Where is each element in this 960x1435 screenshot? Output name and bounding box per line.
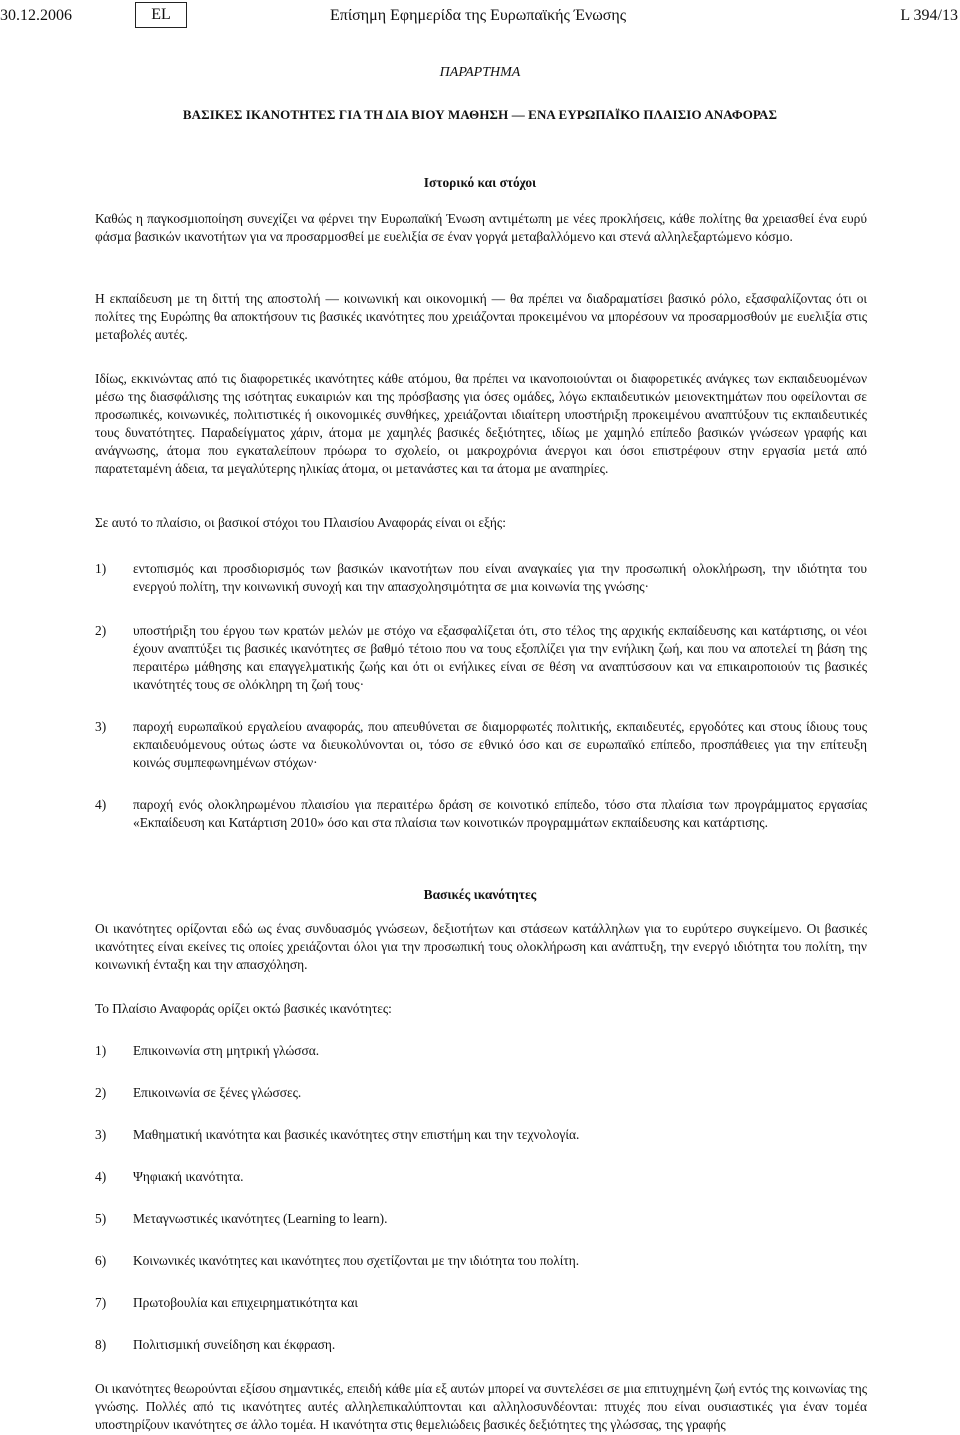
list-number: 5) <box>95 1211 107 1226</box>
list-number: 3) <box>95 719 107 734</box>
annex-label: ΠΑΡΑΡΤΗΜΑ <box>439 65 521 80</box>
section-title-background: Ιστορικό και στόχοι <box>423 175 537 190</box>
paragraph: Το Πλαίσιο Αναφοράς ορίζει οκτώ βασικές ικανότητες: <box>95 1001 392 1016</box>
list-number: 1) <box>95 1043 107 1058</box>
list-number: 4) <box>95 797 107 812</box>
list-number: 4) <box>95 1169 107 1184</box>
list-text: παροχή ενός ολοκληρωμένου πλαισίου για περαιτέρω δράση σε κοινοτικό επίπεδο, τόσο στα πλαίσια των προγράμματος εργασίας «Εκπαίδευση και Κατάρτιση 2010» όσο και στα πλαίσια των κοινοτικών προγραμμάτων εκπαίδευσης και κατάρτισης. <box>133 797 867 830</box>
list-number: 1) <box>95 561 107 576</box>
list-text: Επικοινωνία στη μητρική γλώσσα. <box>133 1043 320 1058</box>
list-text: Επικοινωνία σε ξένες γλώσσες. <box>133 1085 302 1100</box>
paragraph: Η εκπαίδευση με τη διττή της αποστολή — κοινωνική και οικονομική — θα πρέπει να διαδραματίσει βασικό ρόλο, εξασφαλίζοντας ότι οι πολίτες της Ευρώπης θα αποκτήσουν τις βασικές ικανότητες που χρειάζονται προκειμένου να μπορέσουν να προσαρμοσθούν με ευελιξία στις μεταβολές αυτές. <box>95 291 867 342</box>
list-text: παροχή ευρωπαϊκού εργαλείου αναφοράς, που απευθύνεται σε διαμορφωτές πολιτικής, εκπαιδευτές, εργοδότες και στους ίδιους τους εκπαιδευόμενους ούτως ώστε να διευκολύνονται οι, τόσο σε εθνικό όσο και σε ευρωπαϊκό επίπεδο, προσπάθειες για την επίτευξη κοινώς συμπεφωνημένων στόχων· <box>133 719 867 770</box>
list-text: υποστήριξη του έργου των κρατών μελών με στόχο να εξασφαλίζεται ότι, στο τέλος της αρχικής εκπαίδευσης και κατάρτισης, οι νέοι έχουν αναπτύξει τις βασικές ικανότητες σε βαθμό τέτοιο που να τους εξοπλίζει για την ενήλικη ζωή, και που να αποτελεί τη βάση της περαιτέρω μάθησης και επαγγελματικής ζωής και ότι οι ενήλικες είναι σε θέση να αναπτύσσουν και να επικαιροποιούν τις βασικές ικανότητές τους σε ολόκληρη τη ζωή τους· <box>133 623 867 692</box>
paragraph: Οι ικανότητες ορίζονται εδώ ως ένας συνδυασμός γνώσεων, δεξιοτήτων και στάσεων κατάλληλων για το ευρύτερο συγκείμενο. Οι βασικές ικανότητες είναι εκείνες τις οποίες χρειάζονται όλοι για την προσωπική τους ολοκλήρωση και ανάπτυξη, την ενεργό ιδιότητα του πολίτη, την κοινωνική ένταξη και την απασχόληση. <box>95 921 867 972</box>
page-reference: L 394/13 <box>900 7 958 24</box>
section-title-key-competences: Βασικές ικανότητες <box>423 887 537 902</box>
paragraph: Ιδίως, εκκινώντας από τις διαφορετικές ικανότητες κάθε ατόμου, θα πρέπει να ικανοποιούνται οι διαφορετικές ανάγκες των εκπαιδευομένων μέσω της διασφάλισης της ισότητας ευκαιριών και της πρόσβασης για όσες ομάδες, λόγω εκπαιδευτικών μειονεκτημάτων που οφείλονται σε προσωπικές, κοινωνικές, πολιτιστικές ή οικονομικές συνθήκες, χρειάζονται ιδιαίτερη υποστήριξη προκειμένου αναπτύξουν τις εκπαιδευτικές τους δυνατότητες. Παραδείγματος χάριν, άτομα με χαμηλές βασικές δεξιότητες, ιδίως με χαμηλό επίπεδο βασικών γνώσεων γραφής και ανάγνωσης, άτομα που εγκαταλείπουν πρόωρα το σχολείο, οι μακροχρόνια άνεργοι και όσοι επιστρέφουν στην εργασία μετά από παρατεταμένη άδεια, τα μεγαλύτερης ηλικίας άτομα, οι μετανάστες και τα άτομα με αναπηρίες. <box>95 371 867 476</box>
page-header <box>0 2 960 30</box>
document-title: ΒΑΣΙΚΕΣ ΙΚΑΝΟΤΗΤΕΣ ΓΙΑ ΤΗ ΔΙΑ ΒΙΟΥ ΜΑΘΗΣΗ — ΕΝΑ ΕΥΡΩΠΑΪΚΟ ΠΛΑΙΣΙΟ ΑΝΑΦΟΡΑΣ <box>182 107 778 122</box>
list-number: 2) <box>95 623 107 638</box>
list-text: Ψηφιακή ικανότητα. <box>133 1169 244 1184</box>
list-text: Μεταγνωστικές ικανότητες (Learning to learn). <box>133 1211 388 1226</box>
list-number: 7) <box>95 1295 107 1310</box>
list-text: Πολιτισμική συνείδηση και έκφραση. <box>133 1337 336 1352</box>
list-number: 8) <box>95 1337 107 1352</box>
paragraph: Καθώς η παγκοσμιοποίηση συνεχίζει να φέρνει την Ευρωπαϊκή Ένωση αντιμέτωπη με νέες προκλήσεις, κάθε πολίτης θα χρειασθεί ένα ευρύ φάσμα βασικών ικανοτήτων για να προσαρμοσθεί με ευελιξία σε έναν γοργά μεταβαλλόμενο και στενά αλληλεξαρτώμενο κόσμο. <box>95 211 867 244</box>
language-code: EL <box>135 2 187 28</box>
list-number: 2) <box>95 1085 107 1100</box>
list-number: 3) <box>95 1127 107 1142</box>
publication-date: 30.12.2006 <box>0 7 72 24</box>
list-number: 6) <box>95 1253 107 1268</box>
list-text: Κοινωνικές ικανότητες και ικανότητες που σχετίζονται με την ιδιότητα του πολίτη. <box>133 1253 580 1268</box>
list-text: εντοπισμός και προσδιορισμός των βασικών ικανοτήτων που είναι αναγκαίες για την προσωπική ολοκλήρωση, την ιδιότητα του ενεργού πολίτη, την κοινωνική συνοχή και την απασχολησιμότητα σε μια κοινωνία της γνώσης· <box>133 561 867 594</box>
journal-title: Επίσημη Εφημερίδα της Ευρωπαϊκής Ένωσης <box>330 7 627 24</box>
list-text: Μαθηματική ικανότητα και βασικές ικανότητες στην επιστήμη και την τεχνολογία. <box>133 1127 580 1142</box>
paragraph: Σε αυτό το πλαίσιο, οι βασικοί στόχοι του Πλαισίου Αναφοράς είναι οι εξής: <box>95 515 506 530</box>
paragraph: Οι ικανότητες θεωρούνται εξίσου σημαντικές, επειδή κάθε μία εξ αυτών μπορεί να συντελέσει σε μια επιτυχημένη ζωή εντός της κοινωνίας της γνώσης. Πολλές από τις ικανότητες αυτές αλληλεπικαλύπτονται και αλληλοσυνδέονται: πτυχές που είναι ουσιαστικές για έναν τομέα υποστηρίζουν ικανότητες σε άλλο τομέα. Η ικανότητα στις θεμελιώδεις βασικές δεξιότητες της γλώσσας, της γραφής <box>95 1381 867 1432</box>
list-text: Πρωτοβουλία και επιχειρηματικότητα και <box>133 1295 358 1310</box>
